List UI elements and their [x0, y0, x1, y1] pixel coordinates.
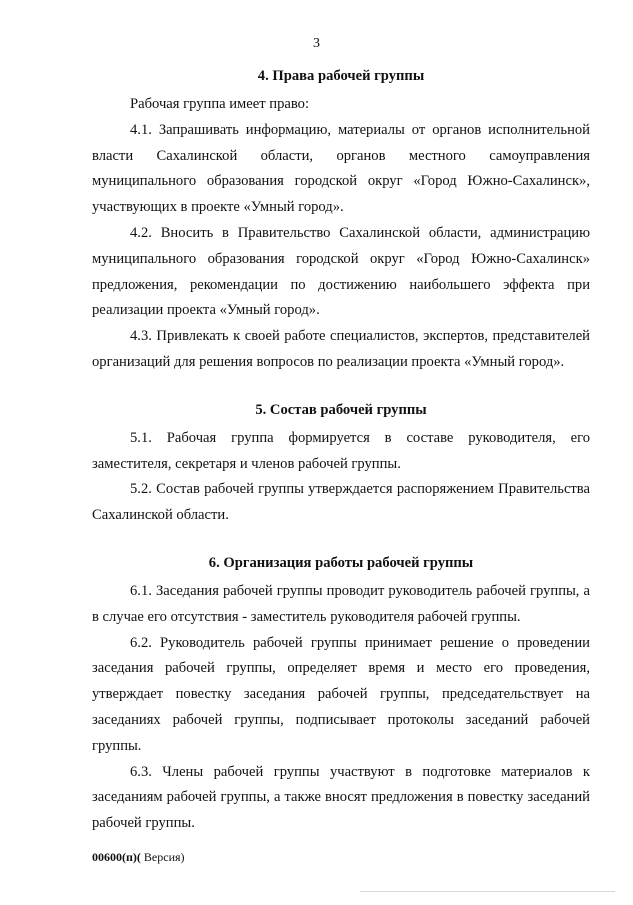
paragraph-4-3: 4.3. Привлекать к своей работе специалистов, экспертов, представителей организаций для решения вопросов по реализации проекта «Умный город».: [92, 328, 590, 370]
bottom-divider: [360, 891, 615, 892]
section-rights: [92, 64, 590, 376]
paragraph-6-2: 6.2. Руководитель рабочей группы принимает решение о проведении заседания рабочей группы, определяет время и место его проведения, утверждает повестку заседания рабочей группы, председательствует на заседаниях рабочей группы, подписывает протоколы заседаний рабочей группы.: [92, 634, 590, 754]
document-body: [92, 64, 590, 837]
paragraph-5-2: 5.2. Состав рабочей группы утверждается распоряжением Правительства Сахалинской области.: [92, 481, 590, 524]
section-heading: 5. Состав рабочей группы: [255, 401, 427, 418]
paragraph-6-1: 6.1. Заседания рабочей группы проводит руководитель рабочей группы, а в случае его отсутствия - заместитель руководителя рабочей группы.: [92, 582, 590, 625]
paragraph-6-3: 6.3. Члены рабочей группы участвуют в подготовке материалов к заседаниям рабочей группы, а также вносят предложения в повестку заседаний рабочей группы.: [92, 763, 590, 832]
paragraph-4-1: 4.1. Запрашивать информацию, материалы от органов исполнительной власти Сахалинской области, органов местного самоуправления муниципального образования городской округ «Город Южно-Сахалинск», участвующих в проекте «Умный город».: [92, 121, 590, 216]
paragraph-5-1: 5.1. Рабочая группа формируется в составе руководителя, его заместителя, секретаря и членов рабочей группы.: [92, 429, 590, 472]
document-code: [92, 850, 185, 865]
section-intro: Рабочая группа имеет право:: [130, 96, 310, 112]
page-number: 3: [313, 36, 320, 51]
paragraph-4-2: 4.2. Вносить в Правительство Сахалинской области, администрацию муниципального образования городской округ «Город Южно-Сахалинск» предложения, рекомендации по достижению наибольшего эффекта при реализации проекта «Умный город».: [92, 224, 590, 319]
document-code-number: 00600(п)(: [92, 850, 141, 864]
section-composition: [92, 398, 590, 529]
section-heading: 6. Организация работы рабочей группы: [208, 554, 474, 571]
section-organization: [92, 551, 590, 837]
document-code-version: Версия): [140, 850, 185, 864]
section-heading: 4. Права рабочей группы: [257, 68, 425, 84]
